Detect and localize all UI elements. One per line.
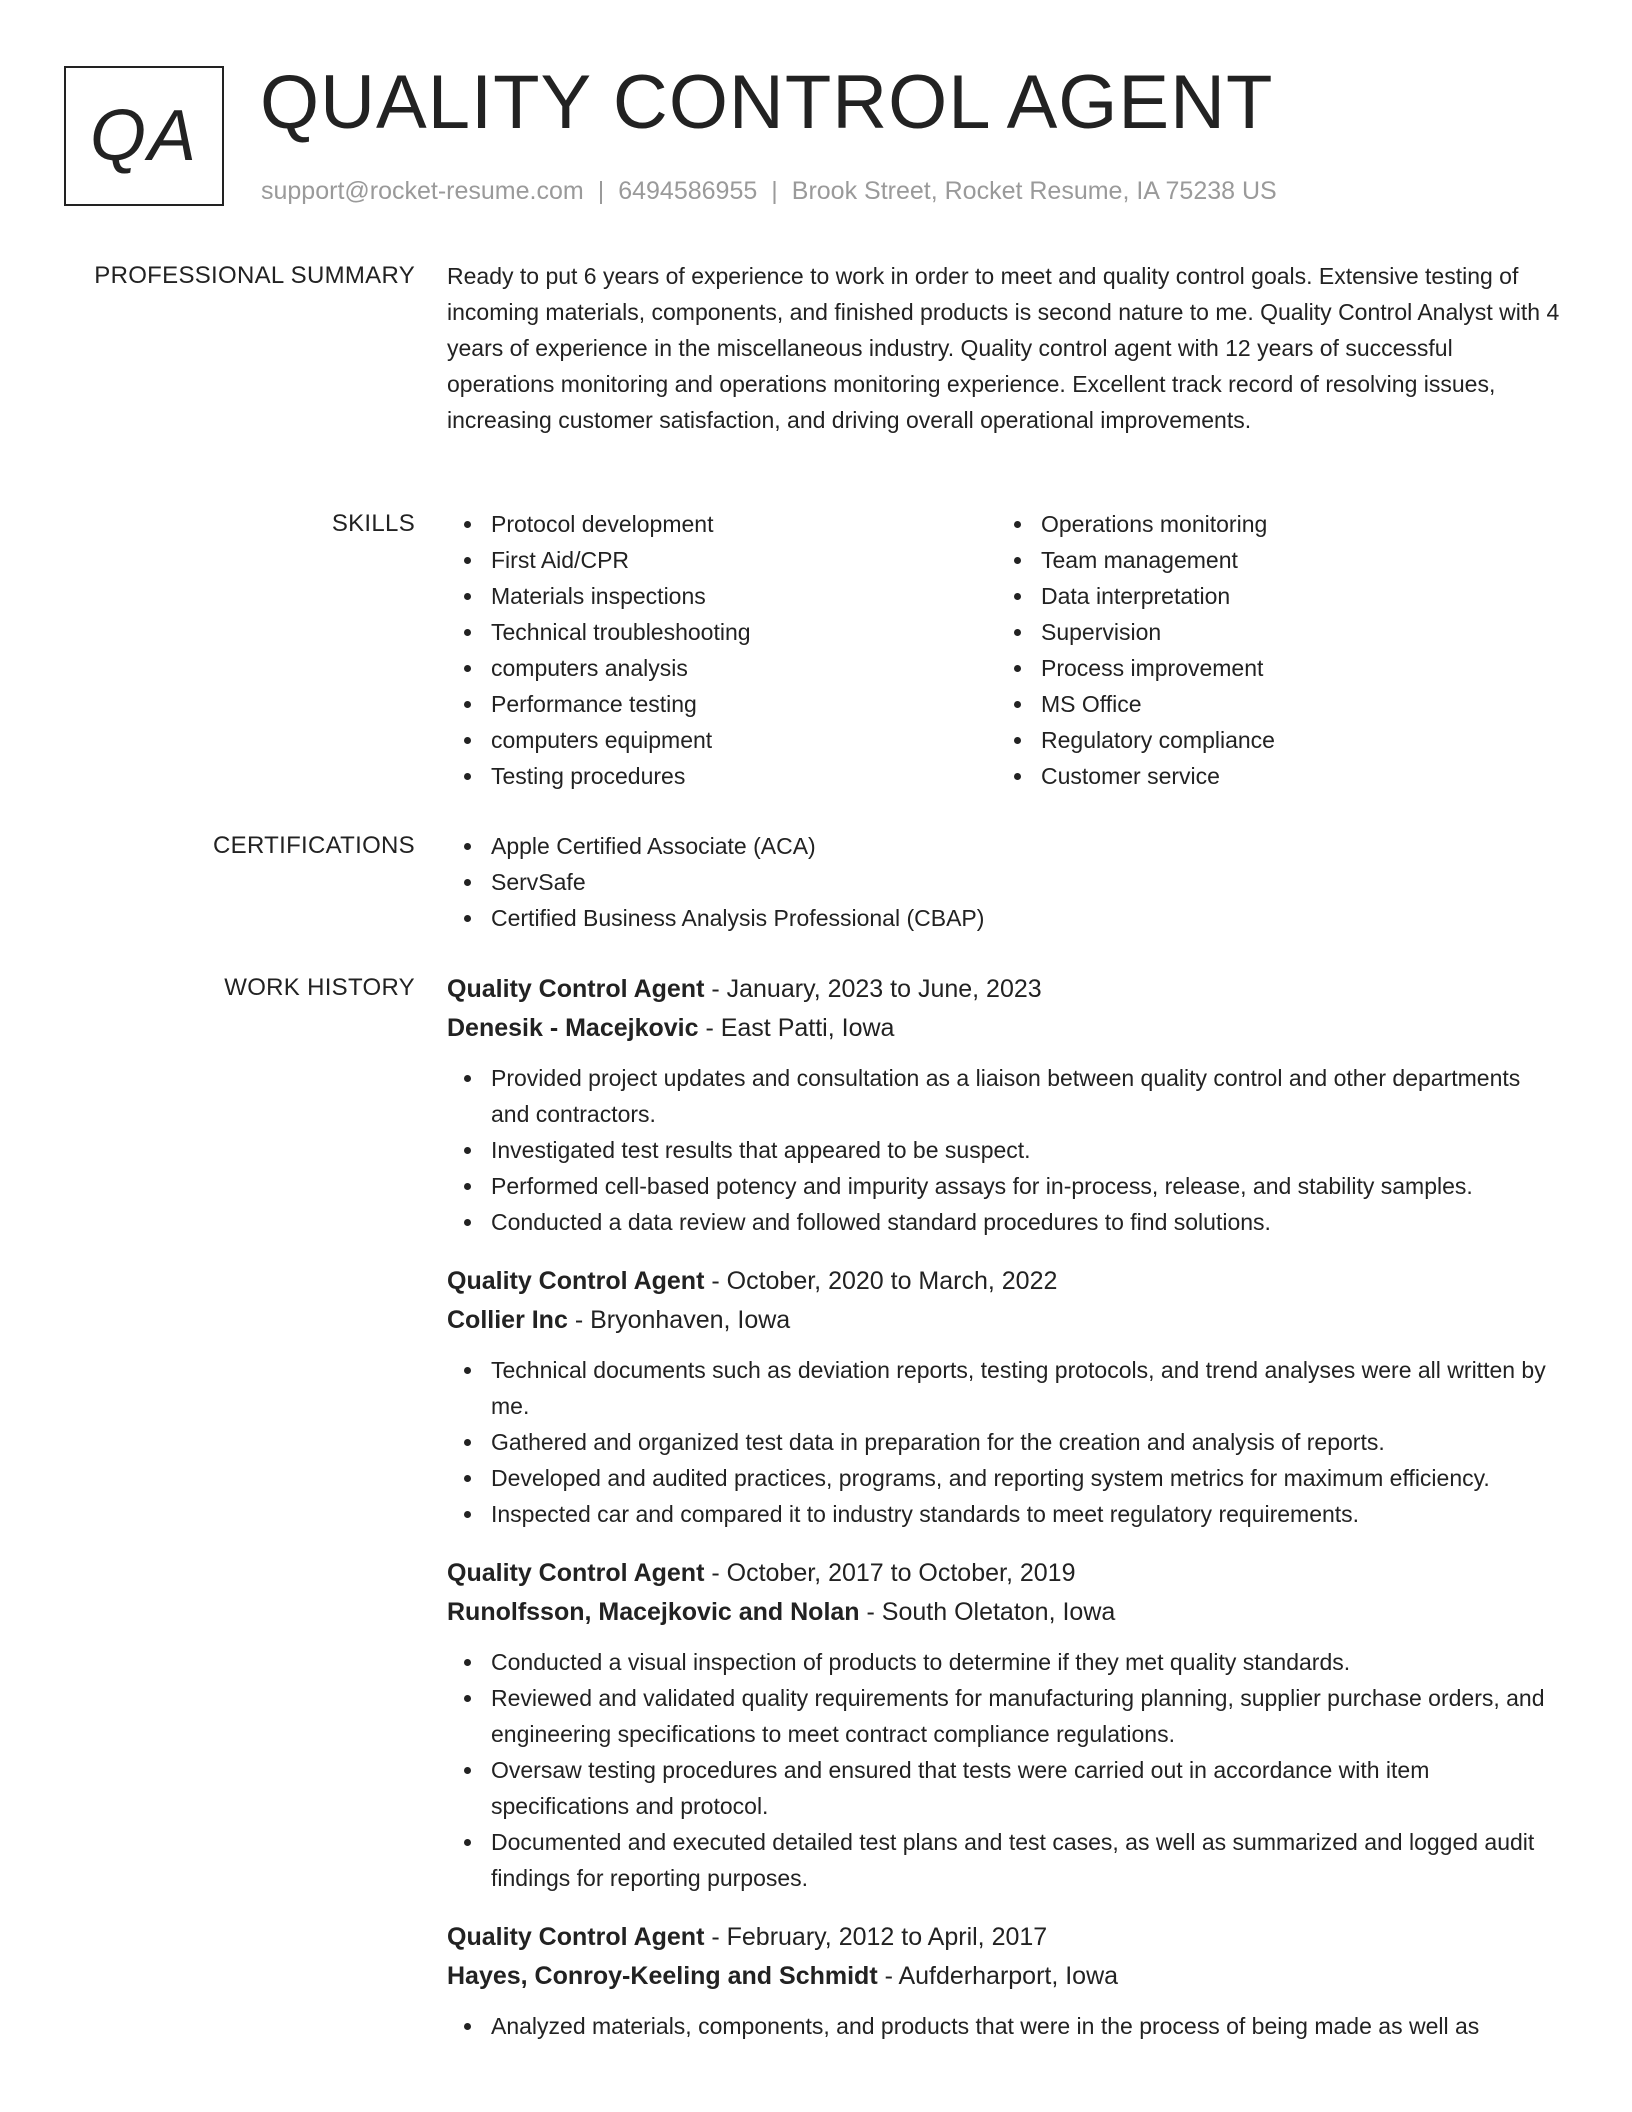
job-duties-list xyxy=(447,2008,1562,2044)
skills-list-left xyxy=(447,506,997,794)
job-company: Collier Inc xyxy=(447,1306,568,1334)
contact-address: Brook Street, Rocket Resume, IA 75238 US xyxy=(791,177,1277,205)
work-history-body xyxy=(447,970,1562,2066)
job-title-line xyxy=(447,1918,1562,1957)
job-duties-list xyxy=(447,1644,1562,1896)
summary-text: Ready to put 6 years of experience to work in order to meet and quality control goals. Extensive testing of incoming materials, components, and finished products is second nature to me. Quality Control Analyst with 4 years of experience in the miscellaneous industry. Quality control agent with 12 years of successful operations monitoring and operations monitoring experience. Excellent track record of resolving issues, increasing customer satisfaction, and driving overall operational improvements. xyxy=(447,263,1560,433)
job-company: Hayes, Conroy-Keeling and Schmidt xyxy=(447,1962,878,1990)
job-dates: - January, 2023 to June, 2023 xyxy=(704,975,1042,1003)
job-title-line xyxy=(447,970,1562,1009)
job-duty-item: Performed cell-based potency and impurity assays for in-process, release, and stability samples. xyxy=(491,1168,1562,1204)
contact-separator: | xyxy=(771,177,778,205)
job-duty-item: Investigated test results that appeared to be suspect. xyxy=(491,1132,1562,1168)
job-duty-item: Gathered and organized test data in preparation for the creation and analysis of reports. xyxy=(491,1424,1562,1460)
skill-item: computers equipment xyxy=(491,722,997,758)
skill-item: Technical troubleshooting xyxy=(491,614,997,650)
job-duty-item: Provided project updates and consultation as a liaison between quality control and other departments and contractors. xyxy=(491,1060,1562,1132)
monogram-text: QA xyxy=(89,96,199,176)
skill-item: Regulatory compliance xyxy=(1041,722,1547,758)
job-dates: - October, 2020 to March, 2022 xyxy=(704,1267,1058,1295)
job-entry xyxy=(447,1918,1562,2044)
job-duty-item: Inspected car and compared it to industry standards to meet regulatory requirements. xyxy=(491,1496,1562,1532)
job-duty-item: Conducted a data review and followed standard procedures to find solutions. xyxy=(491,1204,1562,1240)
contact-line xyxy=(261,176,1277,206)
skill-item: Protocol development xyxy=(491,506,997,542)
job-location: - Bryonhaven, Iowa xyxy=(567,1306,791,1334)
job-location: - East Patti, Iowa xyxy=(698,1014,895,1042)
skill-item: Performance testing xyxy=(491,686,997,722)
skill-item: MS Office xyxy=(1041,686,1547,722)
job-location: - Aufderharport, Iowa xyxy=(877,1962,1119,1990)
job-duty-item: Documented and executed detailed test plans and test cases, as well as summarized and logged audit findings for reporting purposes. xyxy=(491,1824,1562,1896)
certification-item: Certified Business Analysis Professional (CBAP) xyxy=(491,900,1562,936)
section-label-work-history: WORK HISTORY xyxy=(224,974,415,1001)
job-title-line xyxy=(447,1262,1562,1301)
skill-item: First Aid/CPR xyxy=(491,542,997,578)
job-duty-item: Reviewed and validated quality requirements for manufacturing planning, supplier purchase orders, and engineering specifications to meet contract compliance regulations. xyxy=(491,1680,1562,1752)
resume-title: QUALITY CONTROL AGENT xyxy=(260,60,1274,145)
certification-item: Apple Certified Associate (ACA) xyxy=(491,828,1562,864)
job-company-line xyxy=(447,1957,1562,1996)
contact-phone: 6494586955 xyxy=(618,177,758,205)
job-duty-item: Developed and audited practices, programs, and reporting system metrics for maximum efficiency. xyxy=(491,1460,1562,1496)
job-company-line xyxy=(447,1009,1562,1048)
skill-item: Materials inspections xyxy=(491,578,997,614)
job-duty-item: Oversaw testing procedures and ensured that tests were carried out in accordance with item specifications and protocol. xyxy=(491,1752,1562,1824)
job-duties-list xyxy=(447,1060,1562,1240)
job-company-line xyxy=(447,1593,1562,1632)
skill-item: computers analysis xyxy=(491,650,997,686)
certifications-body xyxy=(447,828,1562,936)
job-title: Quality Control Agent xyxy=(447,1559,705,1587)
contact-email: support@rocket-resume.com xyxy=(261,177,584,205)
job-dates: - February, 2012 to April, 2017 xyxy=(704,1923,1048,1951)
skill-item: Process improvement xyxy=(1041,650,1547,686)
job-entry xyxy=(447,970,1562,1240)
skill-item: Data interpretation xyxy=(1041,578,1547,614)
job-entry xyxy=(447,1554,1562,1896)
skill-item: Testing procedures xyxy=(491,758,997,794)
certification-item: ServSafe xyxy=(491,864,1562,900)
job-duty-item: Analyzed materials, components, and products that were in the process of being made as well as xyxy=(491,2008,1562,2044)
skill-item: Supervision xyxy=(1041,614,1547,650)
job-duty-item: Conducted a visual inspection of products to determine if they met quality standards. xyxy=(491,1644,1562,1680)
job-duties-list xyxy=(447,1352,1562,1532)
job-title-line xyxy=(447,1554,1562,1593)
skills-list-right xyxy=(997,506,1547,794)
job-location: - South Oletaton, Iowa xyxy=(859,1598,1116,1626)
skills-body xyxy=(447,506,1562,794)
job-dates: - October, 2017 to October, 2019 xyxy=(704,1559,1076,1587)
skill-item: Operations monitoring xyxy=(1041,506,1547,542)
contact-separator: | xyxy=(597,177,605,205)
job-company: Runolfsson, Macejkovic and Nolan xyxy=(447,1598,860,1626)
job-duty-item: Technical documents such as deviation reports, testing protocols, and trend analyses were all written by me. xyxy=(491,1352,1562,1424)
section-label-skills: SKILLS xyxy=(331,510,415,537)
summary-body xyxy=(447,258,1562,438)
job-title: Quality Control Agent xyxy=(447,1923,705,1951)
job-company-line xyxy=(447,1301,1562,1340)
section-label-certifications: CERTIFICATIONS xyxy=(213,832,415,859)
certifications-list xyxy=(447,828,1562,936)
job-title: Quality Control Agent xyxy=(447,1267,705,1295)
job-entry xyxy=(447,1262,1562,1532)
section-label-summary: PROFESSIONAL SUMMARY xyxy=(94,262,415,289)
monogram-badge xyxy=(64,66,224,206)
skill-item: Team management xyxy=(1041,542,1547,578)
job-company: Denesik - Macejkovic xyxy=(447,1014,699,1042)
skill-item: Customer service xyxy=(1041,758,1547,794)
job-title: Quality Control Agent xyxy=(447,975,705,1003)
